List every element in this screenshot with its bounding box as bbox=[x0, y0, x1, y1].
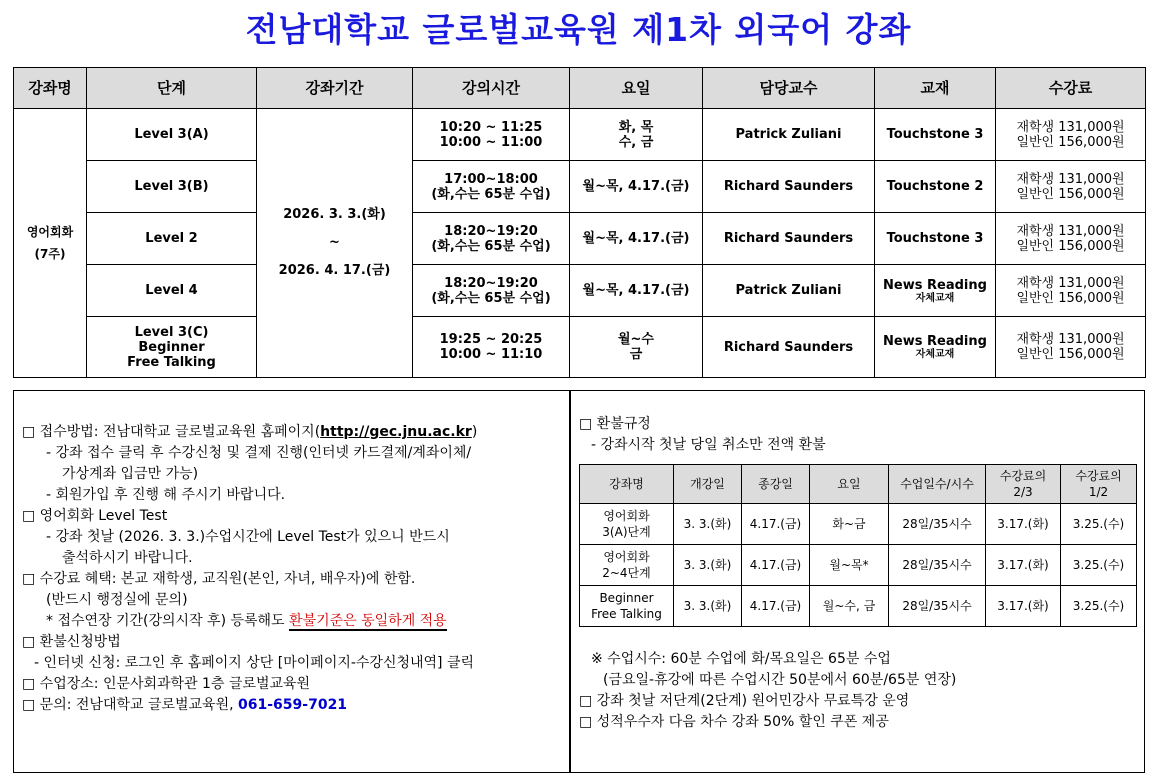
days-line: 월~목, 4.17.(금) bbox=[582, 231, 690, 246]
fee-cell bbox=[996, 213, 1146, 265]
contact-text: □ 문의: 전남대학교 글로벌교육원, bbox=[22, 697, 239, 713]
days-line: 금 bbox=[629, 347, 643, 362]
fee-cell bbox=[996, 317, 1146, 378]
table-row bbox=[580, 504, 1137, 545]
fee-cell bbox=[996, 109, 1146, 161]
refund-header-half bbox=[1061, 465, 1137, 504]
header-textbook: 교재 bbox=[875, 68, 996, 109]
header-line: 수강료의 bbox=[1075, 469, 1122, 483]
name-line: 영어회화 bbox=[603, 550, 650, 564]
fee-cell bbox=[996, 161, 1146, 213]
refund-end: 4.17.(금) bbox=[742, 545, 810, 586]
refund-end: 4.17.(금) bbox=[742, 586, 810, 627]
session-note-detail: (금요일-휴강에 따른 수업시간 50분에서 60분/65분 연장) bbox=[603, 672, 957, 688]
time-cell bbox=[413, 265, 570, 317]
time-cell bbox=[413, 317, 570, 378]
contact-phone: 061-659-7021 bbox=[238, 697, 348, 713]
professor-cell: Richard Saunders bbox=[703, 161, 875, 213]
time-line: 10:00 ~ 11:10 bbox=[439, 347, 543, 362]
refund-course-name bbox=[580, 586, 674, 627]
apply-detail-line: 가상계좌 입금만 가능) bbox=[62, 466, 199, 482]
free-lecture-line: □ 강좌 첫날 저단계(2단계) 원어민강사 무료특강 운영 bbox=[579, 693, 910, 709]
textbook-text: Touchstone 2 bbox=[886, 179, 984, 194]
course-table-header bbox=[14, 68, 1146, 109]
header-course-name: 강좌명 bbox=[14, 68, 87, 109]
refund-sessions: 28일/35시수 bbox=[889, 586, 986, 627]
level-test-heading: □ 영어회화 Level Test bbox=[22, 508, 168, 524]
refund-table bbox=[579, 464, 1137, 627]
refund-course-name bbox=[580, 504, 674, 545]
fee-student: 재학생 131,000원 bbox=[1016, 332, 1125, 347]
header-level: 단계 bbox=[87, 68, 257, 109]
level-text: Beginner bbox=[138, 339, 205, 355]
fee-general: 일반인 156,000원 bbox=[1016, 134, 1125, 150]
name-line: 3(A)단계 bbox=[602, 525, 651, 539]
fee-benefit-line: □ 수강료 혜택: 본교 재학생, 교직원(본인, 자녀, 배우자)에 한함. bbox=[22, 571, 416, 587]
refund-start: 3. 3.(화) bbox=[674, 545, 742, 586]
apply-method-text: □ 접수방법: 전남대학교 글로벌교육원 홈페이지( bbox=[22, 424, 321, 440]
time-line: 18:20~19:20 bbox=[444, 223, 538, 239]
fee-student: 재학생 131,000원 bbox=[1016, 171, 1125, 187]
coupon-line: □ 성적우수자 다음 차수 강좌 50% 할인 쿠폰 제공 bbox=[579, 714, 889, 730]
fee-general: 일반인 156,000원 bbox=[1016, 290, 1125, 306]
time-note: (화,수는 65분 수업) bbox=[431, 186, 551, 202]
table-row bbox=[14, 213, 1146, 265]
textbook-cell bbox=[875, 265, 996, 317]
fee-general: 일반인 156,000원 bbox=[1016, 238, 1125, 254]
refund-days: 월~수, 금 bbox=[810, 586, 889, 627]
fee-student: 재학생 131,000원 bbox=[1016, 119, 1125, 135]
refund-two-thirds: 3.17.(화) bbox=[986, 586, 1061, 627]
level-text: Level 3(B) bbox=[134, 179, 209, 194]
period-cell bbox=[257, 109, 413, 378]
days-line: 수, 금 bbox=[618, 134, 654, 150]
refund-rules-heading: □ 환불규정 bbox=[579, 416, 651, 432]
fee-general: 일반인 156,000원 bbox=[1016, 347, 1125, 362]
refund-sessions: 28일/35시수 bbox=[889, 504, 986, 545]
signup-note-line: - 회원가입 후 진행 해 주시기 바랍니다. bbox=[46, 487, 286, 503]
apply-detail-line: - 강좌 접수 클릭 후 수강신청 및 결제 진행(인터넷 카드결제/계좌이체/ bbox=[46, 445, 472, 461]
refund-start: 3. 3.(화) bbox=[674, 504, 742, 545]
refund-two-thirds: 3.17.(화) bbox=[986, 545, 1061, 586]
textbook-cell bbox=[875, 213, 996, 265]
homepage-link[interactable]: http://gec.jnu.ac.kr bbox=[320, 424, 472, 440]
refund-header-two-thirds bbox=[986, 465, 1061, 504]
header-line: 1/2 bbox=[1088, 485, 1109, 499]
table-row bbox=[580, 545, 1137, 586]
apply-method-line bbox=[22, 422, 569, 443]
level-test-detail: 출석하시기 바랍니다. bbox=[62, 550, 193, 566]
apply-method-end: ) bbox=[471, 424, 478, 440]
refund-rules-detail: - 강좌시작 첫날 당일 취소만 전액 환불 bbox=[591, 437, 826, 453]
refund-two-thirds: 3.17.(화) bbox=[986, 504, 1061, 545]
textbook-text: News Reading bbox=[883, 334, 987, 349]
refund-header-name: 강좌명 bbox=[580, 465, 674, 504]
course-duration: (7주) bbox=[34, 247, 66, 261]
days-line: 화, 목 bbox=[618, 119, 654, 135]
fee-student: 재학생 131,000원 bbox=[1016, 223, 1125, 239]
page-title: 전남대학교 글로벌교육원 제1차 외국어 강좌 bbox=[245, 10, 912, 49]
level-text: Level 4 bbox=[145, 283, 198, 298]
notes-left-panel bbox=[13, 390, 570, 773]
fee-cell bbox=[996, 265, 1146, 317]
fee-general: 일반인 156,000원 bbox=[1016, 186, 1125, 202]
table-row bbox=[14, 265, 1146, 317]
days-cell bbox=[570, 109, 703, 161]
contact-line bbox=[22, 695, 569, 716]
level-cell bbox=[87, 265, 257, 317]
refund-header-end: 종강일 bbox=[742, 465, 810, 504]
refund-apply-heading: □ 환불신청방법 bbox=[22, 634, 121, 650]
textbook-note: 자체교재 bbox=[915, 292, 955, 304]
refund-header-sessions: 수업일수/시수 bbox=[889, 465, 986, 504]
period-start: 2026. 3. 3.(화) bbox=[283, 207, 386, 222]
level-cell bbox=[87, 317, 257, 378]
header-time: 강의시간 bbox=[413, 68, 570, 109]
table-row bbox=[14, 109, 1146, 161]
time-line: 10:00 ~ 11:00 bbox=[439, 134, 543, 150]
header-line: 2/3 bbox=[1013, 485, 1033, 499]
session-note-line: ※ 수업시수: 60분 수업에 화/목요일은 65분 수업 bbox=[591, 651, 891, 667]
refund-policy-highlight: 환불기준은 동일하게 적용 bbox=[289, 613, 447, 629]
time-cell bbox=[413, 161, 570, 213]
table-row bbox=[14, 317, 1146, 378]
header-days: 요일 bbox=[570, 68, 703, 109]
level-text: Level 2 bbox=[145, 231, 198, 246]
refund-half: 3.25.(수) bbox=[1061, 545, 1137, 586]
days-line: 월~수 bbox=[617, 332, 654, 347]
refund-end: 4.17.(금) bbox=[742, 504, 810, 545]
level-text: Level 3(C) bbox=[134, 324, 209, 340]
course-name-cell bbox=[14, 109, 87, 378]
header-fee: 수강료 bbox=[996, 68, 1146, 109]
refund-half: 3.25.(수) bbox=[1061, 504, 1137, 545]
notes-right-panel bbox=[570, 390, 1145, 773]
days-cell bbox=[570, 213, 703, 265]
refund-header-days: 요일 bbox=[810, 465, 889, 504]
table-row bbox=[14, 161, 1146, 213]
professor-cell: Patrick Zuliani bbox=[703, 109, 875, 161]
refund-half: 3.25.(수) bbox=[1061, 586, 1137, 627]
textbook-text: News Reading bbox=[883, 277, 987, 293]
level-text: Free Talking bbox=[127, 354, 216, 370]
refund-days: 화~금 bbox=[810, 504, 889, 545]
extension-note-line bbox=[22, 611, 569, 632]
time-cell bbox=[413, 109, 570, 161]
header-line: 수강료의 bbox=[999, 469, 1047, 483]
header-professor: 담당교수 bbox=[703, 68, 875, 109]
days-cell bbox=[570, 265, 703, 317]
days-line: 월~목, 4.17.(금) bbox=[582, 283, 690, 298]
header-period: 강좌기간 bbox=[257, 68, 413, 109]
refund-course-name bbox=[580, 545, 674, 586]
fee-student: 재학생 131,000원 bbox=[1016, 275, 1125, 291]
time-cell bbox=[413, 213, 570, 265]
textbook-text: Touchstone 3 bbox=[886, 231, 984, 246]
textbook-cell bbox=[875, 161, 996, 213]
refund-table-header bbox=[580, 465, 1137, 504]
time-line: 19:25 ~ 20:25 bbox=[439, 332, 543, 347]
textbook-note: 자체교재 bbox=[915, 349, 955, 360]
name-line: 2~4단계 bbox=[602, 566, 651, 580]
professor-cell: Richard Saunders bbox=[703, 213, 875, 265]
professor-cell: Patrick Zuliani bbox=[703, 265, 875, 317]
name-line: Free Talking bbox=[591, 607, 662, 621]
refund-start: 3. 3.(화) bbox=[674, 586, 742, 627]
name-line: 영어회화 bbox=[603, 509, 650, 523]
refund-days: 월~목* bbox=[810, 545, 889, 586]
textbook-cell bbox=[875, 317, 996, 378]
level-cell bbox=[87, 109, 257, 161]
time-line: 17:00~18:00 bbox=[444, 171, 538, 187]
refund-apply-detail: - 인터넷 신청: 로그인 후 홈페이지 상단 [마이페이지-수강신청내역] 클릭 bbox=[34, 655, 475, 671]
textbook-text: Touchstone 3 bbox=[886, 127, 984, 142]
table-row bbox=[580, 586, 1137, 627]
name-line: Beginner bbox=[599, 591, 654, 605]
extension-note-text: * 접수연장 기간(강의시작 후) 등록해도 bbox=[46, 613, 290, 629]
level-text: Level 3(A) bbox=[134, 127, 209, 142]
level-cell bbox=[87, 213, 257, 265]
course-name: 영어회화 bbox=[26, 225, 74, 239]
level-cell bbox=[87, 161, 257, 213]
time-note: (화,수는 65분 수업) bbox=[431, 238, 551, 254]
textbook-cell bbox=[875, 109, 996, 161]
days-cell bbox=[570, 317, 703, 378]
refund-sessions: 28일/35시수 bbox=[889, 545, 986, 586]
period-tilde: ~ bbox=[329, 235, 340, 250]
time-line: 18:20~19:20 bbox=[444, 275, 538, 291]
refund-header-start: 개강일 bbox=[674, 465, 742, 504]
days-line: 월~목, 4.17.(금) bbox=[582, 179, 690, 194]
time-line: 10:20 ~ 11:25 bbox=[439, 119, 543, 135]
period-end: 2026. 4. 17.(금) bbox=[278, 263, 391, 278]
days-cell bbox=[570, 161, 703, 213]
level-test-detail: - 강좌 첫날 (2026. 3. 3.)수업시간에 Level Test가 있으니 반드시 bbox=[46, 529, 450, 545]
time-note: (화,수는 65분 수업) bbox=[431, 290, 551, 306]
course-table bbox=[13, 67, 1146, 378]
professor-cell: Richard Saunders bbox=[703, 317, 875, 378]
fee-benefit-note: (반드시 행정실에 문의) bbox=[46, 592, 188, 608]
location-line: □ 수업장소: 인문사회과학관 1층 글로벌교육원 bbox=[22, 676, 311, 692]
